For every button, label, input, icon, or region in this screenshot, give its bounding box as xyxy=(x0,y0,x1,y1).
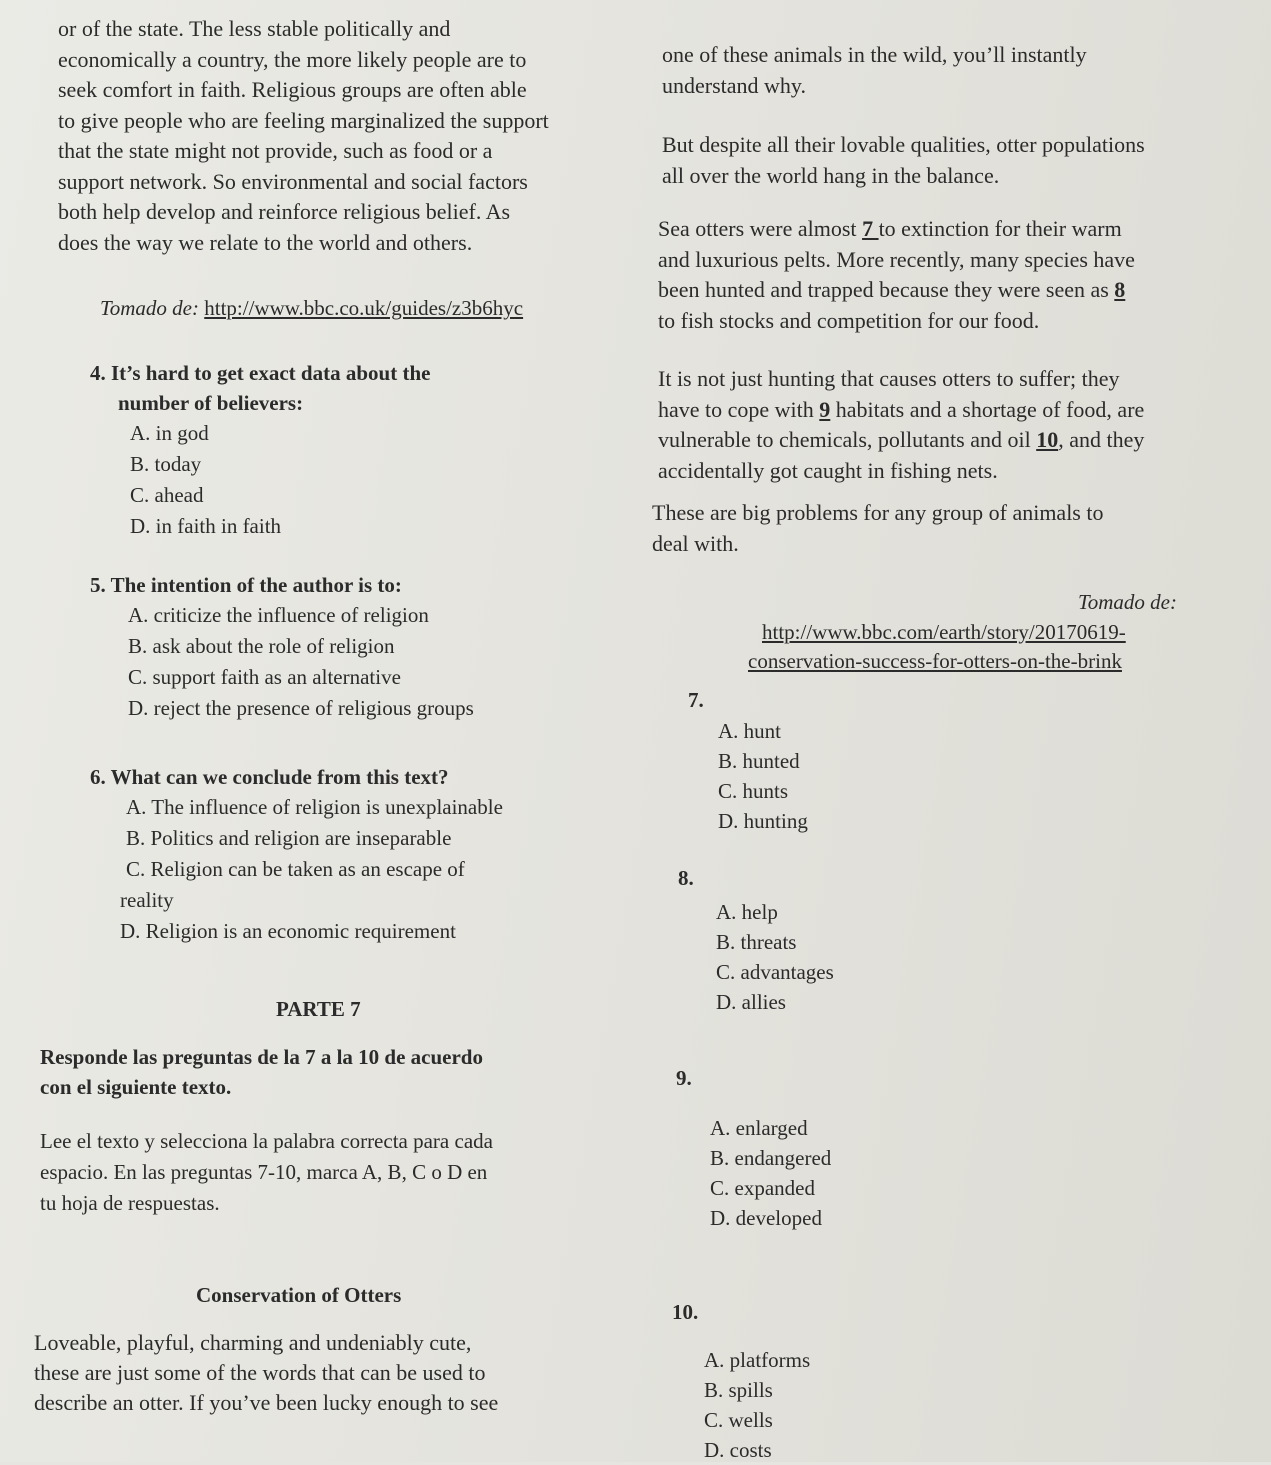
instructions-bold: Responde las preguntas de la 7 a la 10 de acuerdo xyxy=(40,1045,483,1069)
question-7-number: 7. xyxy=(688,688,704,712)
instructions-bold: con el siguiente texto. xyxy=(40,1075,232,1099)
option-a[interactable]: A. The influence of religion is unexplainable xyxy=(126,795,503,819)
article-line: and luxurious pelts. More recently, many species have xyxy=(658,246,1135,272)
question-stem: 5. The intention of the author is to: xyxy=(90,573,402,597)
option-b[interactable]: B. Politics and religion are inseparable xyxy=(126,826,452,850)
source-citation xyxy=(100,296,523,321)
text: have to cope with xyxy=(658,396,820,422)
option-b[interactable]: B. hunted xyxy=(718,749,800,773)
question-8-number: 8. xyxy=(678,866,694,890)
blank-10: 10 xyxy=(1036,427,1059,452)
option-d[interactable]: D. developed xyxy=(710,1206,822,1230)
passage-line: or of the state. The less stable politically and xyxy=(58,16,451,41)
article-paragraph-2 xyxy=(662,130,1242,191)
blank-9: 9 xyxy=(819,396,831,422)
passage-line: both help develop and reinforce religious belief. As xyxy=(58,199,511,224)
source-prefix: Tomado de: xyxy=(100,296,205,320)
passage-line: does the way we relate to the world and others. xyxy=(58,229,473,255)
option-c[interactable]: C. ahead xyxy=(130,483,204,507)
article-paragraph-5 xyxy=(652,498,1212,559)
instructions-text: espacio. En las preguntas 7-10, marca A, B, C o D en xyxy=(40,1160,488,1184)
article-line: It is not just hunting that causes otters to suffer; they xyxy=(658,366,1120,391)
article-start xyxy=(34,1328,594,1418)
article-line: one of these animals in the wild, you’ll instantly xyxy=(662,42,1087,67)
source-link[interactable]: http://www.bbc.com/earth/story/20170619- xyxy=(762,620,1126,644)
article-line: But despite all their lovable qualities, otter populations xyxy=(662,132,1145,157)
article-line xyxy=(658,395,1228,426)
article-line: accidentally got caught in fishing nets. xyxy=(658,457,998,483)
passage-line: economically a country, the more likely people are to xyxy=(58,46,527,72)
option-a[interactable]: A. enlarged xyxy=(710,1116,808,1140)
text: , and they xyxy=(1058,427,1145,452)
option-a[interactable]: A. platforms xyxy=(704,1348,811,1372)
option-b[interactable]: B. threats xyxy=(716,930,797,954)
question-9-number: 9. xyxy=(676,1066,692,1090)
passage-line: seek comfort in faith. Religious groups are often able xyxy=(58,77,527,102)
article-line xyxy=(658,275,1233,306)
option-a[interactable]: A. in god xyxy=(130,421,209,445)
religion-passage-end xyxy=(58,14,643,258)
article-line: all over the world hang in the balance. xyxy=(662,162,1000,188)
article-line: these are just some of the words that can be used to xyxy=(34,1360,486,1385)
article-line xyxy=(658,214,1233,245)
question-10-options xyxy=(704,1345,810,1465)
blank-8: 8 xyxy=(1114,277,1126,302)
passage-line: to give people who are feeling marginalized the support xyxy=(58,107,549,133)
option-d[interactable]: D. Religion is an economic requirement xyxy=(120,919,456,943)
option-a[interactable]: A. help xyxy=(716,900,778,924)
question-9-options xyxy=(710,1113,831,1233)
text: been hunted and trapped because they were seen as xyxy=(658,277,1115,302)
option-d[interactable]: D. reject the presence of religious groups xyxy=(128,696,474,720)
question-4 xyxy=(90,358,650,542)
article-line: describe an otter. If you’ve been lucky enough to see xyxy=(34,1390,499,1415)
blank-7: 7 xyxy=(862,216,879,241)
article-line: to fish stocks and competition for our food. xyxy=(658,307,1040,333)
option-c[interactable]: C. support faith as an alternative xyxy=(128,665,401,689)
article-source-prefix: Tomado de: xyxy=(1078,590,1177,614)
question-8-options xyxy=(716,897,834,1017)
option-a[interactable]: A. criticize the influence of religion xyxy=(128,603,429,627)
question-10-number: 10. xyxy=(672,1300,699,1324)
article-line: These are big problems for any group of animals to xyxy=(652,500,1104,525)
option-b[interactable]: B. ask about the role of religion xyxy=(128,634,395,658)
option-b[interactable]: B. today xyxy=(130,452,202,476)
passage-line: that the state might not provide, such as food or a xyxy=(58,138,493,163)
question-5 xyxy=(90,570,650,724)
option-d[interactable]: D. hunting xyxy=(718,809,808,833)
text: habitats and a shortage of food, are xyxy=(830,396,1145,422)
question-stem: 4. It’s hard to get exact data about the xyxy=(90,361,431,385)
article-title: Conservation of Otters xyxy=(196,1283,402,1307)
section-instructions xyxy=(40,1042,640,1219)
text: vulnerable to chemicals, pollutants and oil xyxy=(658,427,1037,452)
option-c-continued: reality xyxy=(120,888,174,912)
article-paragraph-4 xyxy=(658,364,1228,486)
question-stem: 6. What can we conclude from this text? xyxy=(90,765,449,789)
option-a[interactable]: A. hunt xyxy=(718,719,781,743)
source-link[interactable]: conservation-success-for-otters-on-the-brink xyxy=(748,649,1122,673)
article-line: understand why. xyxy=(662,72,806,98)
option-b[interactable]: B. spills xyxy=(704,1378,773,1402)
question-6 xyxy=(90,762,650,947)
option-c[interactable]: C. expanded xyxy=(710,1176,815,1200)
source-link[interactable]: http://www.bbc.co.uk/guides/z3b6hyc xyxy=(204,296,524,320)
option-b[interactable]: B. endangered xyxy=(710,1146,832,1170)
passage-line: support network. So environmental and social factors xyxy=(58,168,528,194)
instructions-text: tu hoja de respuestas. xyxy=(40,1191,220,1215)
instructions-text: Lee el texto y selecciona la palabra correcta para cada xyxy=(40,1129,493,1153)
article-paragraph-1 xyxy=(662,40,1237,101)
option-c[interactable]: C. wells xyxy=(704,1408,773,1432)
article-line xyxy=(658,425,1228,456)
option-d[interactable]: D. allies xyxy=(716,990,786,1014)
option-d[interactable]: D. in faith in faith xyxy=(130,514,282,538)
article-paragraph-3 xyxy=(658,214,1233,336)
article-line: deal with. xyxy=(652,530,739,556)
text: Sea otters were almost xyxy=(658,216,863,241)
option-c[interactable]: C. Religion can be taken as an escape of xyxy=(126,857,465,881)
question-stem: number of believers: xyxy=(118,391,304,415)
text: to extinction for their warm xyxy=(878,216,1122,241)
option-d[interactable]: D. costs xyxy=(704,1438,772,1462)
article-line: Loveable, playful, charming and undeniably cute, xyxy=(34,1330,472,1355)
question-7-options xyxy=(718,716,808,836)
option-c[interactable]: C. hunts xyxy=(718,779,789,803)
section-title: PARTE 7 xyxy=(276,997,361,1021)
option-c[interactable]: C. advantages xyxy=(716,960,834,984)
article-source xyxy=(748,620,1126,674)
